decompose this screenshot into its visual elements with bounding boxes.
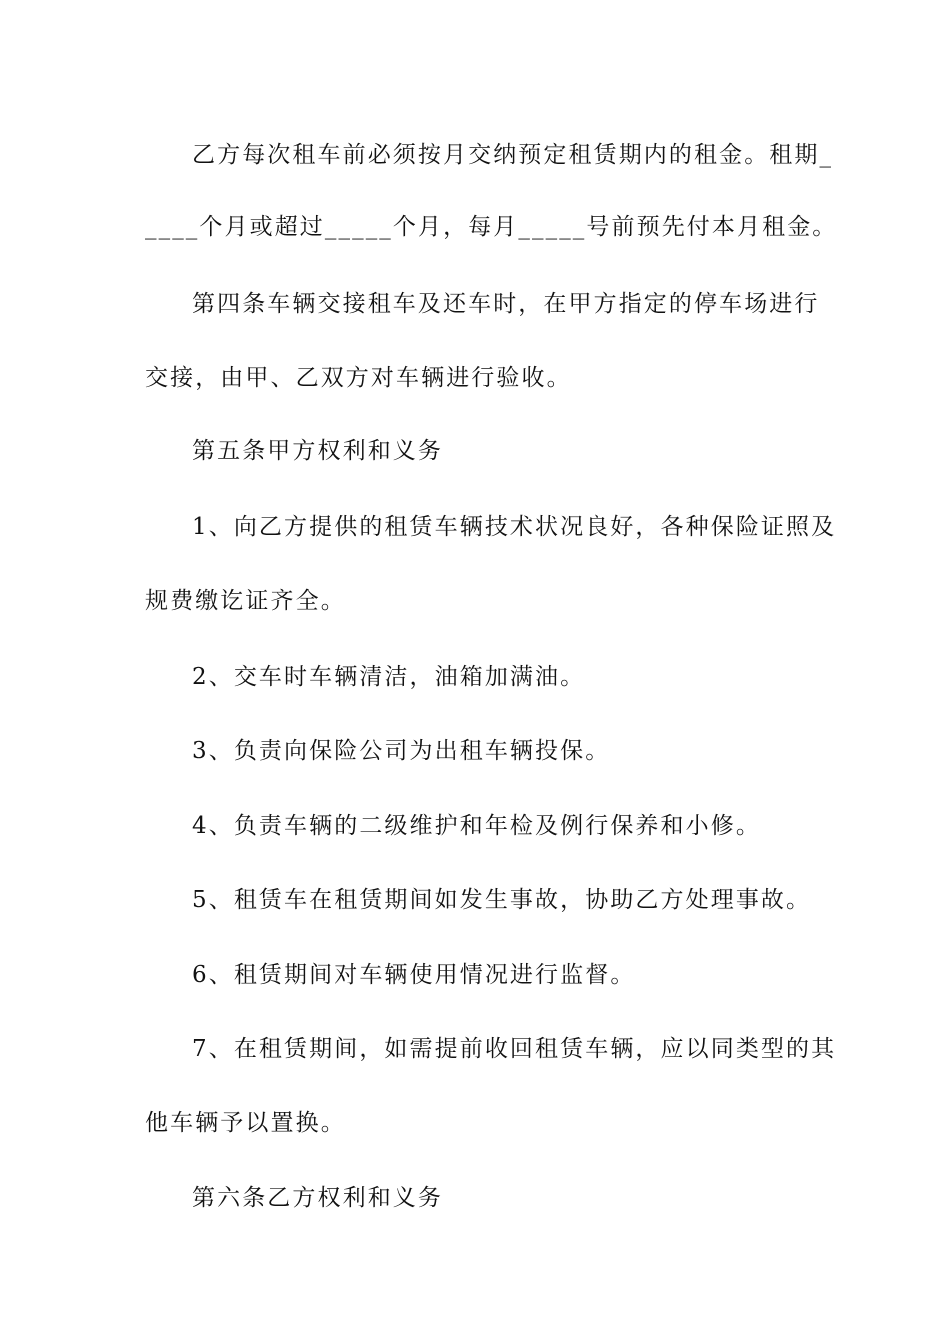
article-5-item-4: 4、负责车辆的二级维护和年检及例行保养和小修。	[192, 813, 761, 839]
article-5-item-5: 5、租赁车在租赁期间如发生事故，协助乙方处理事故。	[192, 887, 812, 913]
article-5-item-2: 2、交车时车辆清洁，油箱加满油。	[192, 664, 586, 690]
article-5-item-1-line-2: 规费缴讫证齐全。	[145, 588, 346, 614]
article-5-item-7-line-2: 他车辆予以置换。	[145, 1110, 346, 1136]
article-6-heading: 第六条乙方权利和义务	[192, 1185, 443, 1211]
article-5-heading: 第五条甲方权利和义务	[192, 438, 443, 464]
article-5-item-7-line-1: 7、在租赁期间，如需提前收回租赁车辆，应以同类型的其	[192, 1036, 837, 1062]
paragraph-rent-payment-line-1: 乙方每次租车前必须按月交纳预定租赁期内的租金。租期_	[192, 142, 834, 168]
article-4-line-1: 第四条车辆交接租车及还车时，在甲方指定的停车场进行	[192, 291, 820, 317]
paragraph-rent-payment-line-2: ____个月或超过_____个月，每月_____号前预先付本月租金。	[145, 214, 838, 240]
article-5-item-6: 6、租赁期间对车辆使用情况进行监督。	[192, 962, 636, 988]
article-5-item-3: 3、负责向保险公司为出租车辆投保。	[192, 738, 611, 764]
article-5-item-1-line-1: 1、向乙方提供的租赁车辆技术状况良好，各种保险证照及	[192, 514, 837, 540]
article-4-line-2: 交接，由甲、乙双方对车辆进行验收。	[145, 365, 572, 391]
